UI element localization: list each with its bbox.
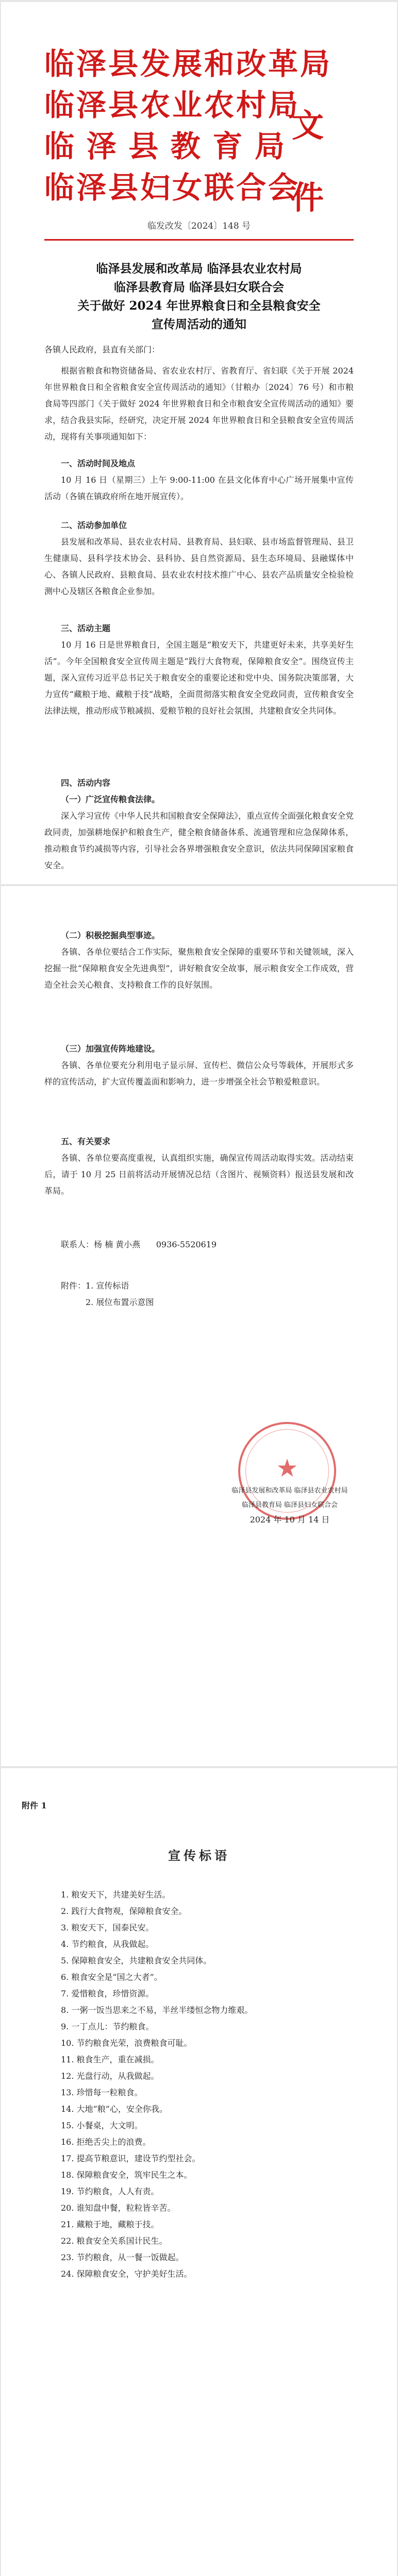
section-5 (44, 1133, 354, 1199)
attachment-item: 附件：1. 宣传标语 (61, 1281, 129, 1291)
subsection-heading: （二）积极挖掘典型事迹。 (61, 930, 160, 940)
slogan-item: 13. 珍惜每一粒粮食。 (61, 2088, 143, 2097)
section-text: 10 月 16 日是世界粮食日，全国主题是“粮安天下，共建更好未来，共享美好生活”。今年全国粮食安全宣传周主题是“践行大食物观，保障粮食安全”。围绕宣传主题，深入宣传习近平总书记关于粮食安全的重要论述和党中央、国务院决策部署，大力宣传“藏粮于地、藏粮于技”战略，全面贯彻落实粮食安全党政同责，宣传粮食安全法律法规，推动形成节粮减损、爱粮节粮的良好社会氛围，共建粮食安全共同体。 (44, 640, 354, 716)
slogan-item: 11. 粮食生产，重在减损。 (61, 2055, 159, 2064)
slogan-item: 16. 拒绝舌尖上的浪费。 (61, 2137, 151, 2147)
section-text: 各镇、各单位要高度重视，认真组织实施，确保宣传周活动取得实效。活动结束后，请于 10 月 25 日前将活动开展情况总结（含图片、视频资料）报送县发展和改革局。 (44, 1153, 354, 1196)
slogan-item: 5. 保障粮食安全，共建粮食安全共同体。 (61, 1956, 212, 1965)
section-text: 深入学习宣传《中华人民共和国粮食安全保障法》，重点宣传全面强化粮食安全党政同责，加强耕地保护和粮食生产，健全粮食储备体系、流通管理和应急保障体系，推动粮食节约减损等内容，引导社会各界增强粮食安全意识，依法共同保障国家粮食安全。 (44, 811, 354, 870)
org-name: 临泽县农业农村局 (44, 88, 301, 123)
section-heading: 五、有关要求 (61, 1137, 111, 1146)
slogan-item: 10. 节约粮食光荣，浪费粮食可耻。 (61, 2038, 192, 2048)
title-line: 临泽县发展和改革局 临泽县农业农村局 (96, 262, 302, 276)
section-text: 10 月 16 日（星期三）上午 9:00-11:00 在县文化体育中心广场开展集中宣传活动（各镇在镇政府所在地开展宣传）。 (44, 475, 354, 501)
slogan-item: 9. 一丁点儿：节约粮食。 (61, 2022, 154, 2031)
contact-persons: 联系人：杨 楠 黄小燕 (61, 1240, 141, 1249)
section-text: 各镇、各单位要充分利用电子显示屏、宣传栏、微信公众号等载体，开展形式多样的宣传活动，扩大宣传覆盖面和影响力，进一步增强全社会节粮爱粮意识。 (44, 1060, 354, 1087)
slogan-item: 21. 藏粮于地，藏粮于技。 (61, 2219, 159, 2229)
page-3 (1, 1768, 397, 2576)
red-header (44, 43, 354, 216)
slogan-list (44, 1887, 354, 2282)
slogan-item: 14. 大地“粮”心，安全你我。 (61, 2104, 168, 2114)
section-text: 各镇、各单位要结合工作实际，聚焦粮食安全保障的重要环节和关键领域，深入挖掘一批“保障粮食安全先进典型”，讲好粮食安全故事，展示粮食安全工作成效，营造全社会关心粮食、支持粮食工作的良好氛围。 (44, 947, 354, 990)
section-3 (44, 620, 354, 719)
section-heading: 四、活动内容 (61, 778, 111, 788)
section-heading: 一、活动时间及地点 (61, 459, 136, 468)
signature-date: 2024 年 10 月 14 日 (250, 1515, 330, 1524)
signature-block (228, 1484, 352, 1527)
attachment-label: 附件 1 (22, 1801, 47, 1810)
section-heading: 三、活动主题 (61, 623, 111, 633)
slogan-item: 22. 粮食安全关系国计民生。 (61, 2236, 168, 2246)
slogan-item: 19. 节约粮食，人人有责。 (61, 2187, 159, 2196)
contact-line (44, 1236, 354, 1253)
slogan-item: 2. 践行大食物观，保障粮食安全。 (61, 1906, 187, 1916)
seal-star-icon: ★ (276, 1454, 299, 1483)
signature-orgs: 临泽县发展和改革局 临泽县农业农村局 (231, 1487, 348, 1495)
wenjian-mark: 文件 (292, 107, 326, 216)
attachment-title: 宣传标语 (168, 1848, 230, 1863)
slogan-item: 24. 保障粮食安全，守护美好生活。 (61, 2269, 192, 2279)
slogan-item: 23. 节约粮食，从一餐一饭做起。 (61, 2252, 184, 2262)
signature-orgs: 临泽县教育局 临泽县妇女联合会 (241, 1501, 338, 1509)
body-intro (44, 363, 354, 445)
title-line: 临泽县教育局 临泽县妇女联合会 (113, 280, 284, 294)
org-name: 临泽县发展和改革局 (44, 46, 333, 81)
section-4-2 (44, 927, 354, 993)
section-2 (44, 517, 354, 600)
subsection-heading: （三）加强宣传阵地建设。 (61, 1044, 160, 1054)
slogan-item: 8. 一粥一饭当思来之不易，半丝半缕恒念物力维艰。 (61, 2005, 253, 2015)
section-heading: 二、活动参加单位 (61, 520, 127, 530)
org-name: 临泽县妇女联合会 (44, 170, 301, 205)
red-divider (44, 239, 354, 241)
intro-paragraph: 根据省粮食和物资储备局、省农业农村厅、省教育厅、省妇联《关于开展 2024 年世界粮食日和全省粮食安全宣传周活动的通知》（甘粮办〔2024〕76 号）和市粮食局等四部门《关于做好 2024 年世界粮食日和全市粮食安全宣传周活动的通知》要求，结合我县实际，经研究，决定开展 2024 年世界粮食日和全县粮食安全宣传周活动，现将有关事项通知如下： (44, 366, 354, 442)
page-2 (1, 886, 397, 1766)
page-1 (1, 2, 397, 884)
document-number: 临发改发〔2024〕148 号 (147, 221, 251, 231)
org-name: 临泽县教育局 (44, 129, 287, 164)
slogan-item: 4. 节约粮食，从我做起。 (61, 1939, 154, 1949)
contact-phone: 0936-5520619 (156, 1240, 217, 1249)
slogan-item: 1. 粮安天下，共建美好生活。 (61, 1890, 171, 1900)
attachment-item: 2. 展位布置示意图 (86, 1297, 154, 1307)
section-4-3 (44, 1041, 354, 1090)
title-line: 宣传周活动的通知 (152, 317, 246, 331)
title-line: 关于做好 2024 年世界粮食日和全县粮食安全 (77, 299, 321, 313)
attachment-list (44, 1278, 354, 1311)
document-title (44, 260, 354, 334)
slogan-item: 3. 粮安天下，国泰民安。 (61, 1923, 154, 1933)
slogan-item: 7. 爱惜粮食，珍惜资源。 (61, 1989, 154, 1998)
section-4 (44, 775, 354, 874)
subsection-heading: （一）广泛宣传粮食法律。 (61, 794, 160, 804)
salutation: 各镇人民政府，县直有关部门： (44, 345, 160, 354)
slogan-item: 6. 粮食安全是“国之大者”。 (61, 1972, 162, 1982)
contact-info (44, 1236, 354, 1253)
slogan-item: 20. 谁知盘中餐，粒粒皆辛苦。 (61, 2203, 176, 2213)
slogan-item: 17. 提高节粮意识，建设节约型社会。 (61, 2154, 201, 2163)
section-1 (44, 455, 354, 505)
slogan-item: 12. 光盘行动，从我做起。 (61, 2071, 159, 2081)
slogan-item: 18. 保障粮食安全，筑牢民生之本。 (61, 2170, 192, 2180)
section-text: 县发展和改革局、县农业农村局、县教育局、县妇联、县市场监督管理局、县卫生健康局、县科学技术协会、县科协、县自然资源局、县生态环境局、县融媒体中心、各镇人民政府、县粮食局、县农业农村技术推广中心、县农产品质量安全检验检测中心及辖区各粮食企业参加。 (44, 537, 354, 596)
slogan-item: 15. 小餐桌，大文明。 (61, 2121, 143, 2130)
